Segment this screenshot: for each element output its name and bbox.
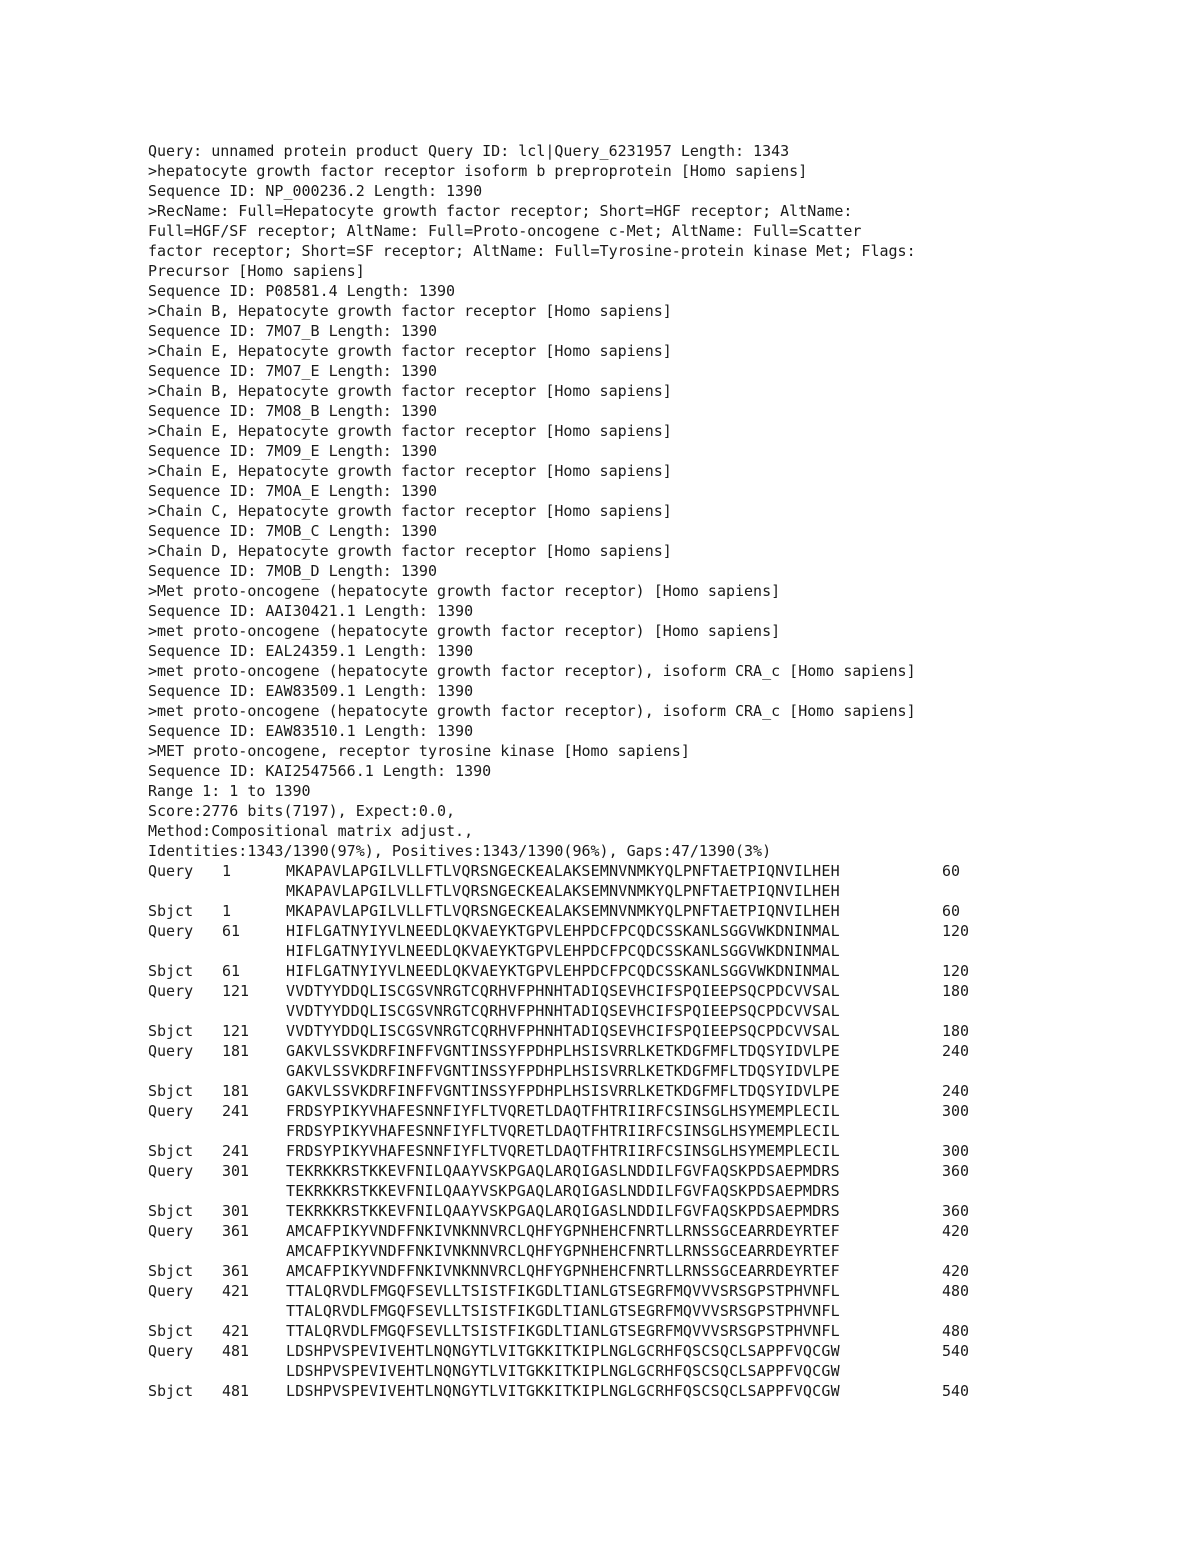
start-position: 361 — [222, 1222, 250, 1240]
end-position: 180 — [942, 1022, 970, 1040]
subject-row — [148, 1201, 1148, 1221]
hit-description: >met proto-oncogene (hepatocyte growth factor receptor), isoform CRA_c [Homo sapiens] — [148, 662, 916, 680]
blast-report — [148, 141, 1148, 1401]
end-position: 120 — [942, 922, 970, 940]
sequence: LDSHPVSPEVIVEHTLNQNGYTLVITGKKITKIPLNGLGCRHFQSCSQCLSAPPFVQCGW — [286, 1342, 840, 1360]
start-position: 1 — [222, 902, 232, 920]
hit-description: >MET proto-oncogene, receptor tyrosine kinase [Homo sapiens] — [148, 742, 690, 760]
hit-sequence-id: Sequence ID: KAI2547566.1 Length: 1390 — [148, 762, 492, 780]
row-label: Sbjct — [148, 1202, 194, 1220]
hit-sequence-id: Sequence ID: 7MO8_B Length: 1390 — [148, 402, 437, 420]
start-position: 61 — [222, 962, 241, 980]
match-row — [148, 881, 1148, 901]
hit-sequence-id: Sequence ID: NP_000236.2 Length: 1390 — [148, 182, 483, 200]
hit-sequence-id: Sequence ID: AAI30421.1 Length: 1390 — [148, 602, 474, 620]
match-row — [148, 1181, 1148, 1201]
query-row — [148, 1101, 1148, 1121]
alignment-stats — [148, 781, 1148, 861]
sequence: TTALQRVDLFMGQFSEVLLTSISTFIKGDLTIANLGTSEGRFMQVVVSRSGPSTPHVNFL — [286, 1322, 840, 1340]
end-position: 540 — [942, 1342, 970, 1360]
start-position: 1 — [222, 862, 232, 880]
end-position: 540 — [942, 1382, 970, 1400]
start-position: 61 — [222, 922, 241, 940]
hit-description: >Chain C, Hepatocyte growth factor receptor [Homo sapiens] — [148, 502, 672, 520]
start-position: 121 — [222, 1022, 250, 1040]
end-position: 480 — [942, 1282, 970, 1300]
subject-row — [148, 1081, 1148, 1101]
sequence: AMCAFPIKYVNDFFNKIVNKNNVRCLQHFYGPNHEHCFNRTLLRNSSGCEARRDEYRTEF — [286, 1222, 840, 1240]
row-label: Query — [148, 922, 194, 940]
start-position: 181 — [222, 1082, 250, 1100]
subject-row — [148, 901, 1148, 921]
match-sequence: LDSHPVSPEVIVEHTLNQNGYTLVITGKKITKIPLNGLGCRHFQSCSQCLSAPPFVQCGW — [286, 1362, 840, 1380]
hit-description: >RecName: Full=Hepatocyte growth factor receptor; Short=HGF receptor; AltName: — [148, 202, 853, 220]
hit-sequence-id: Sequence ID: P08581.4 Length: 1390 — [148, 282, 456, 300]
hit-description: >hepatocyte growth factor receptor isoform b preproprotein [Homo sapiens] — [148, 162, 808, 180]
start-position: 361 — [222, 1262, 250, 1280]
row-label: Query — [148, 982, 194, 1000]
match-sequence: AMCAFPIKYVNDFFNKIVNKNNVRCLQHFYGPNHEHCFNRTLLRNSSGCEARRDEYRTEF — [286, 1242, 840, 1260]
match-sequence: GAKVLSSVKDRFINFFVGNTINSSYFPDHPLHSISVRRLKETKDGFMFLTDQSYIDVLPE — [286, 1062, 840, 1080]
subject-row — [148, 1381, 1148, 1401]
subject-row — [148, 1321, 1148, 1341]
alignment-block — [148, 861, 1148, 1401]
row-label: Query — [148, 1162, 194, 1180]
start-position: 421 — [222, 1282, 250, 1300]
hit-sequence-id: Sequence ID: EAL24359.1 Length: 1390 — [148, 642, 474, 660]
start-position: 181 — [222, 1042, 250, 1060]
match-sequence: TEKRKKRSTKKEVFNILQAAYVSKPGAQLARQIGASLNDDILFGVFAQSKPDSAEPMDRS — [286, 1182, 840, 1200]
hit-sequence-id: Full=HGF/SF receptor; AltName: Full=Proto-oncogene c-Met; AltName: Full=Scatter — [148, 222, 862, 240]
query-row — [148, 1341, 1148, 1361]
hit-sequence-id: Sequence ID: 7MOB_C Length: 1390 — [148, 522, 437, 540]
hit-description: >Chain E, Hepatocyte growth factor receptor [Homo sapiens] — [148, 462, 672, 480]
match-row — [148, 1061, 1148, 1081]
row-label: Sbjct — [148, 1022, 194, 1040]
stats-line: Range 1: 1 to 1390 — [148, 782, 311, 800]
sequence: HIFLGATNYIYVLNEEDLQKVAEYKTGPVLEHPDCFPCQDCSSKANLSGGVWKDNINMAL — [286, 922, 840, 940]
end-position: 180 — [942, 982, 970, 1000]
hit-sequence-id: Sequence ID: 7MOB_D Length: 1390 — [148, 562, 437, 580]
start-position: 301 — [222, 1202, 250, 1220]
start-position: 241 — [222, 1102, 250, 1120]
row-label: Sbjct — [148, 1382, 194, 1400]
stats-line: Score:2776 bits(7197), Expect:0.0, — [148, 802, 456, 820]
subject-row — [148, 1021, 1148, 1041]
row-label: Query — [148, 862, 194, 880]
hit-description: >Chain E, Hepatocyte growth factor receptor [Homo sapiens] — [148, 342, 672, 360]
sequence: MKAPAVLAPGILVLLFTLVQRSNGECKEALAKSEMNVNMKYQLPNFTAETPIQNVILHEH — [286, 902, 840, 920]
end-position: 360 — [942, 1162, 970, 1180]
subject-row — [148, 1261, 1148, 1281]
end-position: 240 — [942, 1082, 970, 1100]
start-position: 121 — [222, 982, 250, 1000]
hit-sequence-id: Precursor [Homo sapiens] — [148, 262, 365, 280]
sequence: FRDSYPIKYVHAFESNNFIYFLTVQRETLDAQTFHTRIIRFCSINSGLHSYMEMPLECIL — [286, 1142, 840, 1160]
hit-description: >met proto-oncogene (hepatocyte growth factor receptor) [Homo sapiens] — [148, 622, 781, 640]
row-label: Query — [148, 1282, 194, 1300]
match-row — [148, 1241, 1148, 1261]
end-position: 120 — [942, 962, 970, 980]
match-row — [148, 1301, 1148, 1321]
hit-description: >met proto-oncogene (hepatocyte growth factor receptor), isoform CRA_c [Homo sapiens] — [148, 702, 916, 720]
query-row — [148, 981, 1148, 1001]
query-header: Query: unnamed protein product Query ID: lcl|Query_6231957 Length: 1343 — [148, 142, 790, 160]
match-row — [148, 1001, 1148, 1021]
end-position: 300 — [942, 1142, 970, 1160]
hit-sequence-id: Sequence ID: 7MOA_E Length: 1390 — [148, 482, 437, 500]
stats-line: Identities:1343/1390(97%), Positives:1343/1390(96%), Gaps:47/1390(3%) — [148, 842, 772, 860]
start-position: 421 — [222, 1322, 250, 1340]
end-position: 420 — [942, 1262, 970, 1280]
hit-description: >Met proto-oncogene (hepatocyte growth factor receptor) [Homo sapiens] — [148, 582, 781, 600]
row-label: Sbjct — [148, 1142, 194, 1160]
hit-sequence-id: Sequence ID: EAW83510.1 Length: 1390 — [148, 722, 474, 740]
start-position: 481 — [222, 1342, 250, 1360]
end-position: 60 — [942, 862, 961, 880]
hit-sequence-id: Sequence ID: EAW83509.1 Length: 1390 — [148, 682, 474, 700]
end-position: 300 — [942, 1102, 970, 1120]
match-sequence: HIFLGATNYIYVLNEEDLQKVAEYKTGPVLEHPDCFPCQDCSSKANLSGGVWKDNINMAL — [286, 942, 840, 960]
end-position: 360 — [942, 1202, 970, 1220]
end-position: 420 — [942, 1222, 970, 1240]
sequence: FRDSYPIKYVHAFESNNFIYFLTVQRETLDAQTFHTRIIRFCSINSGLHSYMEMPLECIL — [286, 1102, 840, 1120]
sequence: TEKRKKRSTKKEVFNILQAAYVSKPGAQLARQIGASLNDDILFGVFAQSKPDSAEPMDRS — [286, 1202, 840, 1220]
sequence: TTALQRVDLFMGQFSEVLLTSISTFIKGDLTIANLGTSEGRFMQVVVSRSGPSTPHVNFL — [286, 1282, 840, 1300]
row-label: Query — [148, 1042, 194, 1060]
sequence: GAKVLSSVKDRFINFFVGNTINSSYFPDHPLHSISVRRLKETKDGFMFLTDQSYIDVLPE — [286, 1082, 840, 1100]
hit-sequence-id: factor receptor; Short=SF receptor; AltName: Full=Tyrosine-protein kinase Met; Flags: — [148, 242, 916, 260]
stats-line: Method:Compositional matrix adjust., — [148, 822, 474, 840]
hit-sequence-id: Sequence ID: 7MO9_E Length: 1390 — [148, 442, 437, 460]
start-position: 481 — [222, 1382, 250, 1400]
row-label: Sbjct — [148, 1322, 194, 1340]
hit-description: >Chain B, Hepatocyte growth factor receptor [Homo sapiens] — [148, 382, 672, 400]
sequence: VVDTYYDDQLISCGSVNRGTCQRHVFPHNHTADIQSEVHCIFSPQIEEPSQCPDCVVSAL — [286, 1022, 840, 1040]
hit-description: >Chain D, Hepatocyte growth factor receptor [Homo sapiens] — [148, 542, 672, 560]
match-sequence: MKAPAVLAPGILVLLFTLVQRSNGECKEALAKSEMNVNMKYQLPNFTAETPIQNVILHEH — [286, 882, 840, 900]
hit-sequence-id: Sequence ID: 7MO7_E Length: 1390 — [148, 362, 437, 380]
sequence: AMCAFPIKYVNDFFNKIVNKNNVRCLQHFYGPNHEHCFNRTLLRNSSGCEARRDEYRTEF — [286, 1262, 840, 1280]
row-label: Sbjct — [148, 1262, 194, 1280]
match-sequence: VVDTYYDDQLISCGSVNRGTCQRHVFPHNHTADIQSEVHCIFSPQIEEPSQCPDCVVSAL — [286, 1002, 840, 1020]
match-row — [148, 1121, 1148, 1141]
sequence: LDSHPVSPEVIVEHTLNQNGYTLVITGKKITKIPLNGLGCRHFQSCSQCLSAPPFVQCGW — [286, 1382, 840, 1400]
end-position: 240 — [942, 1042, 970, 1060]
end-position: 480 — [942, 1322, 970, 1340]
sequence: MKAPAVLAPGILVLLFTLVQRSNGECKEALAKSEMNVNMKYQLPNFTAETPIQNVILHEH — [286, 862, 840, 880]
hit-sequence-id: Sequence ID: 7MO7_B Length: 1390 — [148, 322, 437, 340]
start-position: 241 — [222, 1142, 250, 1160]
row-label: Query — [148, 1102, 194, 1120]
query-row — [148, 1221, 1148, 1241]
match-sequence: TTALQRVDLFMGQFSEVLLTSISTFIKGDLTIANLGTSEGRFMQVVVSRSGPSTPHVNFL — [286, 1302, 840, 1320]
row-label: Sbjct — [148, 962, 194, 980]
row-label: Sbjct — [148, 1082, 194, 1100]
sequence: VVDTYYDDQLISCGSVNRGTCQRHVFPHNHTADIQSEVHCIFSPQIEEPSQCPDCVVSAL — [286, 982, 840, 1000]
query-row — [148, 861, 1148, 881]
subject-row — [148, 961, 1148, 981]
start-position: 301 — [222, 1162, 250, 1180]
sequence: TEKRKKRSTKKEVFNILQAAYVSKPGAQLARQIGASLNDDILFGVFAQSKPDSAEPMDRS — [286, 1162, 840, 1180]
hit-description: >Chain B, Hepatocyte growth factor receptor [Homo sapiens] — [148, 302, 672, 320]
query-row — [148, 1041, 1148, 1061]
sequence: HIFLGATNYIYVLNEEDLQKVAEYKTGPVLEHPDCFPCQDCSSKANLSGGVWKDNINMAL — [286, 962, 840, 980]
match-row — [148, 941, 1148, 961]
sequence: GAKVLSSVKDRFINFFVGNTINSSYFPDHPLHSISVRRLKETKDGFMFLTDQSYIDVLPE — [286, 1042, 840, 1060]
hit-description: >Chain E, Hepatocyte growth factor receptor [Homo sapiens] — [148, 422, 672, 440]
row-label: Query — [148, 1342, 194, 1360]
subject-row — [148, 1141, 1148, 1161]
match-row — [148, 1361, 1148, 1381]
hit-list — [148, 161, 1148, 781]
query-row — [148, 1281, 1148, 1301]
row-label: Query — [148, 1222, 194, 1240]
match-sequence: FRDSYPIKYVHAFESNNFIYFLTVQRETLDAQTFHTRIIRFCSINSGLHSYMEMPLECIL — [286, 1122, 840, 1140]
row-label: Sbjct — [148, 902, 194, 920]
query-row — [148, 1161, 1148, 1181]
end-position: 60 — [942, 902, 961, 920]
query-row — [148, 921, 1148, 941]
